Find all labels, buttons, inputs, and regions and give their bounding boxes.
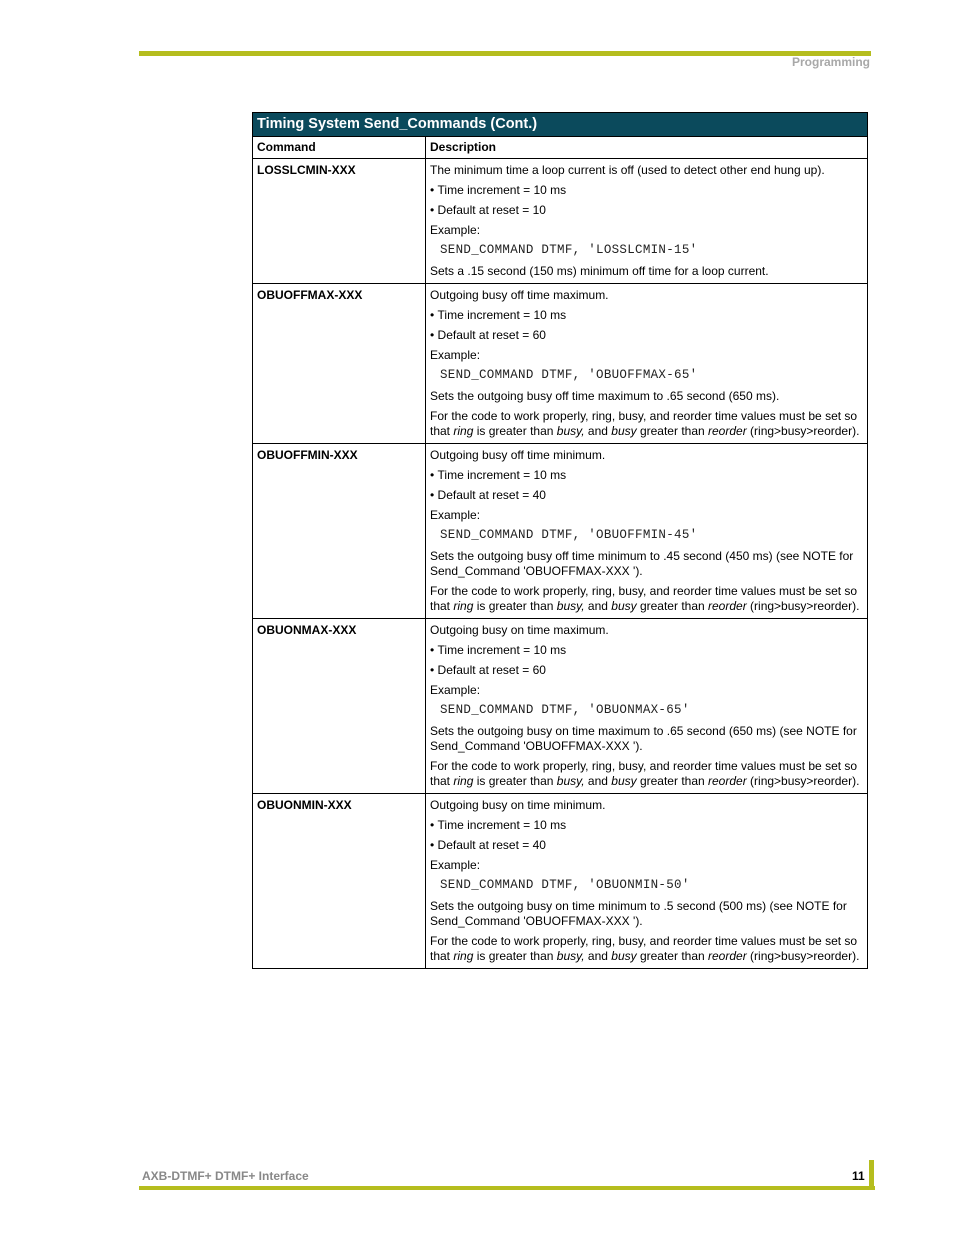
description-result: Sets the outgoing busy on time minimum to .5 second (500 ms) (see NOTE for Send_Command 'OBUOFFMAX-XXX '). <box>430 899 847 928</box>
code-example: SEND_COMMAND DTMF, 'LOSSLCMIN-15' <box>440 243 698 257</box>
footer-rule <box>139 1186 875 1190</box>
command-description <box>426 444 868 619</box>
footer-document-title: AXB-DTMF+ DTMF+ Interface <box>142 1169 309 1183</box>
bullet-item: • Default at reset = 40 <box>430 838 863 853</box>
ordering-note: For the code to work properly, ring, busy, and reorder time values must be set so that ring is greater than busy, and busy greater than reorder (ring>busy>reorder). <box>430 759 860 788</box>
command-description <box>426 794 868 969</box>
code-example: SEND_COMMAND DTMF, 'OBUOFFMAX-65' <box>440 368 698 382</box>
table-row <box>253 444 868 619</box>
header-rule <box>139 51 871 56</box>
command-name: OBUONMAX-XXX <box>253 619 426 794</box>
description-result: Sets the outgoing busy on time maximum to .65 second (650 ms) (see NOTE for Send_Command 'OBUOFFMAX-XXX '). <box>430 724 857 753</box>
column-header-command: Command <box>253 137 426 159</box>
ordering-note: For the code to work properly, ring, busy, and reorder time values must be set so that ring is greater than busy, and busy greater than reorder (ring>busy>reorder). <box>430 409 860 438</box>
example-label: Example: <box>430 223 481 237</box>
table-row <box>253 794 868 969</box>
bullet-item: • Default at reset = 60 <box>430 328 863 343</box>
command-description <box>426 619 868 794</box>
bullet-item: • Default at reset = 60 <box>430 663 863 678</box>
table-title: Timing System Send_Commands (Cont.) <box>253 113 868 137</box>
command-name: OBUOFFMAX-XXX <box>253 284 426 444</box>
table-row <box>253 619 868 794</box>
bullet-item: • Time increment = 10 ms <box>430 308 863 323</box>
code-example: SEND_COMMAND DTMF, 'OBUONMIN-50' <box>440 878 690 892</box>
bullet-item: • Default at reset = 40 <box>430 488 863 503</box>
example-label: Example: <box>430 858 481 872</box>
example-label: Example: <box>430 508 481 522</box>
code-example: SEND_COMMAND DTMF, 'OBUONMAX-65' <box>440 703 690 717</box>
bullet-item: • Time increment = 10 ms <box>430 818 863 833</box>
description-intro: Outgoing busy on time maximum. <box>430 623 609 637</box>
description-intro: Outgoing busy off time minimum. <box>430 448 606 462</box>
bullet-item: • Time increment = 10 ms <box>430 468 863 483</box>
table-row <box>253 159 868 284</box>
bullet-item: • Time increment = 10 ms <box>430 183 863 198</box>
description-result: Sets a .15 second (150 ms) minimum off time for a loop current. <box>430 264 769 278</box>
table-title-row <box>253 113 868 137</box>
example-label: Example: <box>430 348 481 362</box>
column-header-description: Description <box>426 137 868 159</box>
command-description <box>426 159 868 284</box>
description-result: Sets the outgoing busy off time maximum to .65 second (650 ms). <box>430 389 780 403</box>
table-header-row <box>253 137 868 159</box>
bullet-item: • Default at reset = 10 <box>430 203 863 218</box>
description-result: Sets the outgoing busy off time minimum to .45 second (450 ms) (see NOTE for Send_Command 'OBUOFFMAX-XXX '). <box>430 549 854 578</box>
command-name: LOSSLCMIN-XXX <box>253 159 426 284</box>
description-intro: The minimum time a loop current is off (used to detect other end hung up). <box>430 163 825 177</box>
command-name: OBUOFFMIN-XXX <box>253 444 426 619</box>
section-label: Programming <box>791 55 870 69</box>
footer-tab <box>869 1160 874 1188</box>
code-example: SEND_COMMAND DTMF, 'OBUOFFMIN-45' <box>440 528 698 542</box>
table-row <box>253 284 868 444</box>
command-description <box>426 284 868 444</box>
bullet-item: • Time increment = 10 ms <box>430 643 863 658</box>
ordering-note: For the code to work properly, ring, busy, and reorder time values must be set so that ring is greater than busy, and busy greater than reorder (ring>busy>reorder). <box>430 934 860 963</box>
example-label: Example: <box>430 683 481 697</box>
page-number: 11 <box>852 1169 865 1183</box>
commands-table <box>252 112 868 969</box>
description-intro: Outgoing busy off time maximum. <box>430 288 609 302</box>
description-intro: Outgoing busy on time minimum. <box>430 798 606 812</box>
ordering-note: For the code to work properly, ring, busy, and reorder time values must be set so that ring is greater than busy, and busy greater than reorder (ring>busy>reorder). <box>430 584 860 613</box>
command-name: OBUONMIN-XXX <box>253 794 426 969</box>
